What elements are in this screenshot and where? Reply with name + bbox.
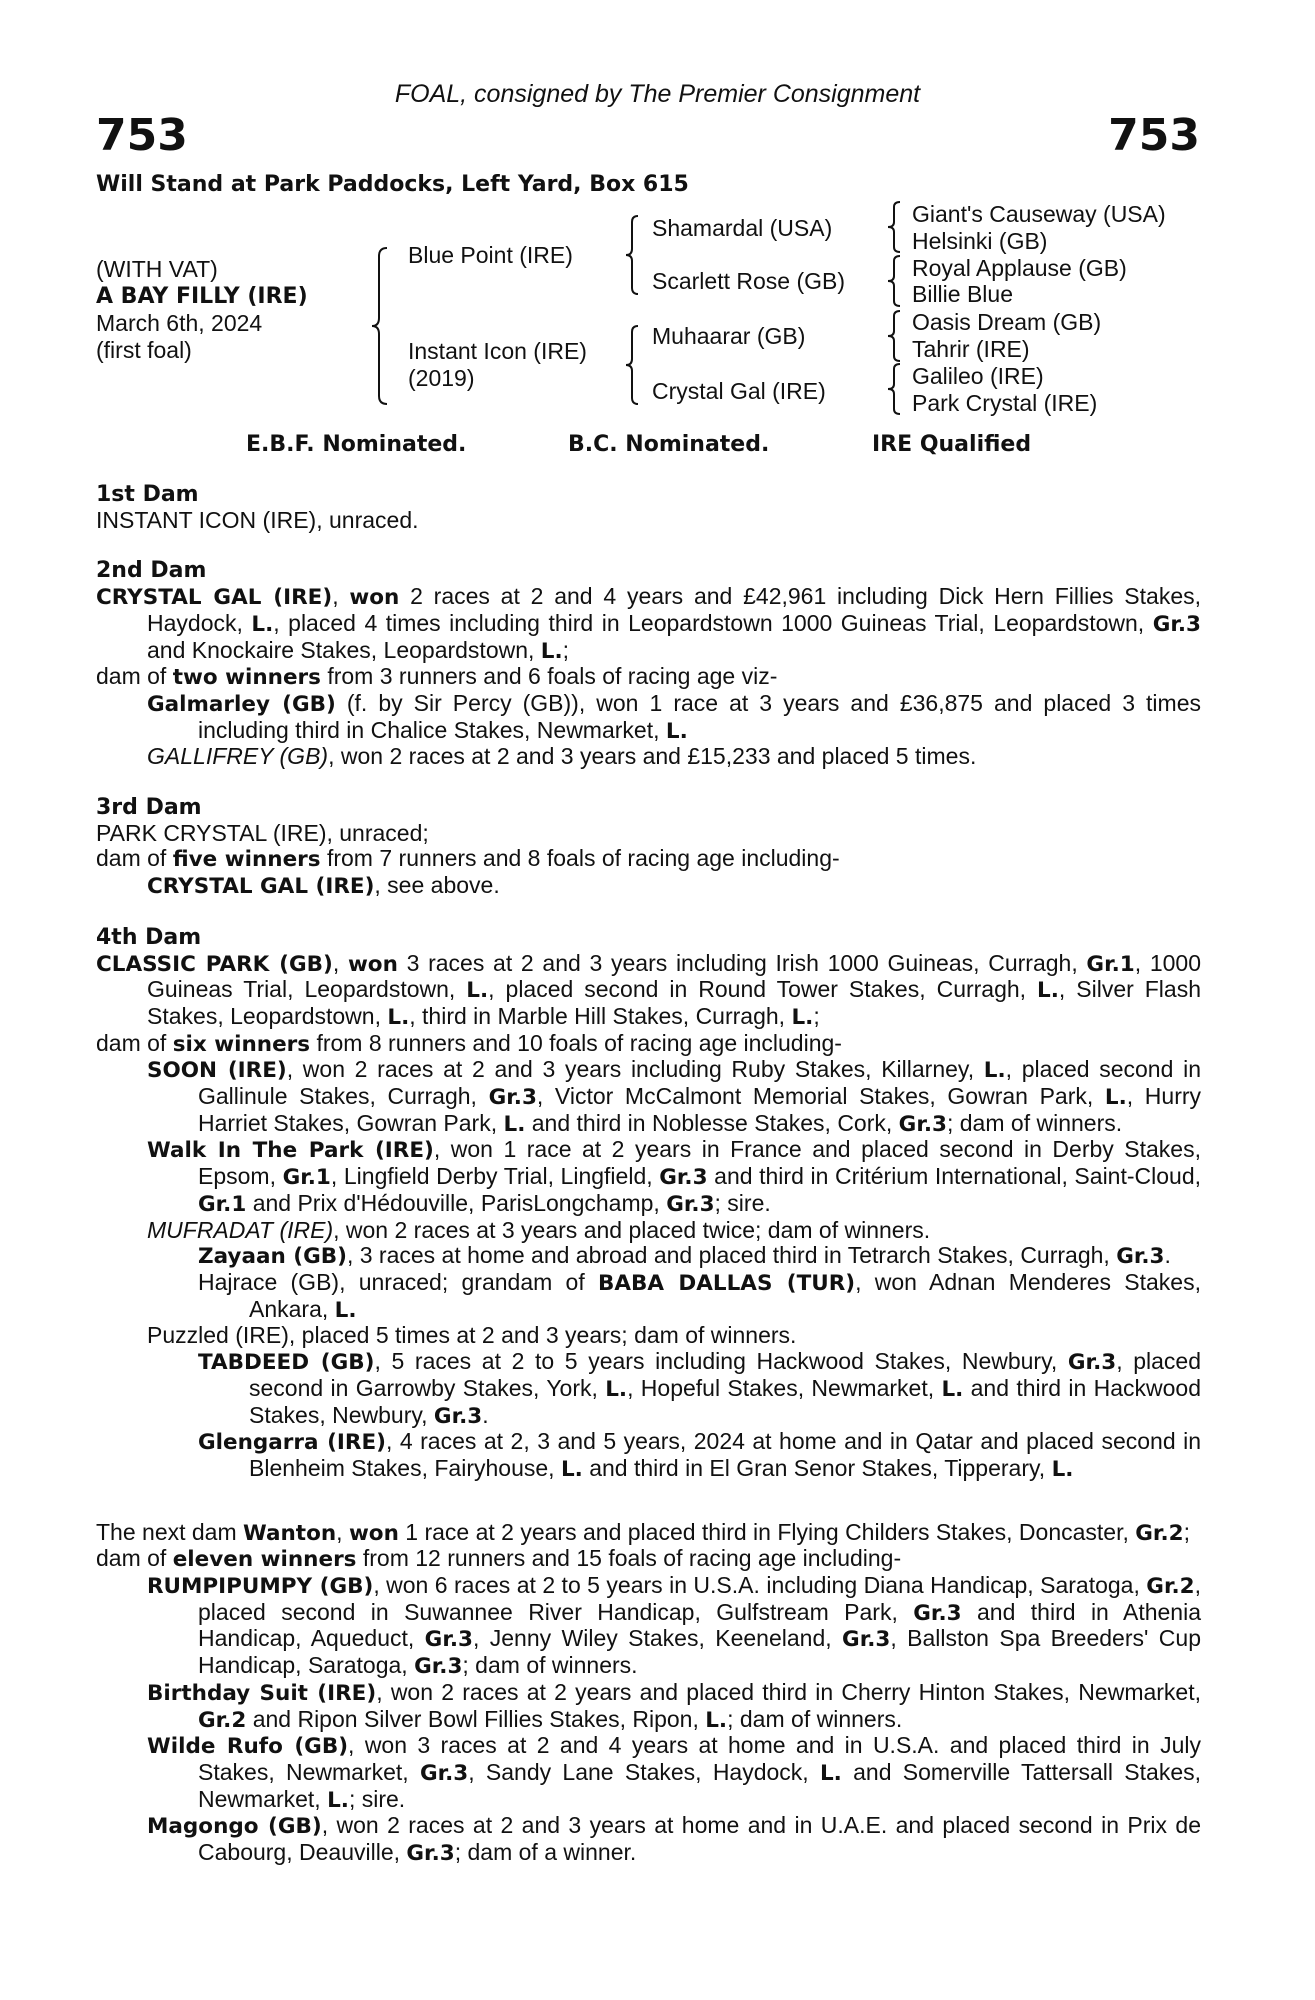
- first-dam-heading: 1st Dam: [96, 482, 199, 507]
- puzzled-record: Puzzled (IRE), placed 5 times at 2 and 3 years; dam of winners.: [147, 1322, 797, 1349]
- pedigree-g3-5: Oasis Dream (GB): [912, 309, 1102, 335]
- soon-record: SOON (IRE), won 2 races at 2 and 3 years including Ruby Stakes, Killarney, L., placed second in Gallinule Stakes, Curragh, Gr.3, Victor McCalmont Memorial Stakes, Gowran Park, L., Hurry Harriet Stakes, Gowran Park, L. and third in Noblesse Stakes, Cork, Gr.3; dam of winners.: [147, 1056, 1202, 1137]
- sire-dam: Scarlett Rose (GB): [652, 268, 845, 294]
- pedigree-g3-2: Helsinki (GB): [912, 228, 1048, 254]
- pedigree-brace-g3-d: [886, 362, 902, 416]
- dam-dam: Crystal Gal (IRE): [652, 378, 826, 404]
- lot-number-right: 753: [1108, 110, 1200, 161]
- dam-year: (2019): [408, 365, 475, 391]
- mufradat-record: MUFRADAT (IRE), won 2 races at 3 years and placed twice; dam of winners.: [147, 1216, 931, 1243]
- horse-name: A BAY FILLY (IRE): [96, 284, 308, 309]
- pedigree-g3-3: Royal Applause (GB): [912, 255, 1127, 281]
- galmarley-record: Galmarley (GB) (f. by Sir Percy (GB)), won 1 race at 3 years and £36,875 and placed 3 times including third in Chalice Stakes, Newmarket, L.: [147, 689, 1201, 744]
- first-dam-line: INSTANT ICON (IRE), unraced.: [96, 506, 419, 533]
- pedigree-brace-dam: [624, 324, 640, 406]
- sire: Blue Point (IRE): [408, 242, 573, 268]
- catalogue-body: [96, 482, 1201, 1867]
- classic-park-record: CLASSIC PARK (GB), won 3 races at 2 and 3 years including Irish 1000 Guineas, Curragh, Gr.1, 1000 Guineas Trial, Leopardstown, L., placed second in Round Tower Stakes, Curragh, L., Silver Flash Stakes, Leopardstown, L., third in Marble Hill Stakes, Curragh, L.;: [96, 949, 1201, 1030]
- park-crystal-record: PARK CRYSTAL (IRE), unraced;: [96, 819, 429, 846]
- third-dam-produce: dam of five winners from 7 runners and 8 foals of racing age including-: [96, 845, 840, 873]
- wilde-rufo-record: Wilde Rufo (GB), won 3 races at 2 and 4 years at home and in U.S.A. and placed third in July Stakes, Newmarket, Gr.3, Sandy Lane Stakes, Haydock, L. and Somerville Tattersall Stakes, Newmarket, L.; sire.: [147, 1732, 1202, 1813]
- hajrace-record: Hajrace (GB), unraced; grandam of BABA DALLAS (TUR), won Adnan Menderes Stakes, Ankara, L.: [198, 1268, 1201, 1323]
- zayaan-record: Zayaan (GB), 3 races at home and abroad and placed third in Tetrarch Stakes, Curragh, Gr.3.: [198, 1242, 1171, 1270]
- next-dam-produce: dam of eleven winners from 12 runners and 15 foals of racing age including-: [96, 1545, 902, 1573]
- birthday-suit-record: Birthday Suit (IRE), won 2 races at 2 years and placed third in Cherry Hinton Stakes, Newmarket, Gr.2 and Ripon Silver Bowl Fillies Stakes, Ripon, L.; dam of winners.: [147, 1678, 1201, 1733]
- pedigree-g3-4: Billie Blue: [912, 281, 1013, 307]
- pedigree-g3-6: Tahrir (IRE): [912, 336, 1030, 362]
- pedigree-brace-main: [370, 246, 390, 406]
- magongo-record: Magongo (GB), won 2 races at 2 and 3 years at home and in U.A.E. and placed second in Prix de Cabourg, Deauville, Gr.3; dam of a winner.: [147, 1812, 1201, 1867]
- ire-qualified: IRE Qualified: [872, 432, 1032, 457]
- vat-note: (WITH VAT): [96, 256, 218, 282]
- second-dam-produce: dam of two winners from 3 runners and 6 foals of racing age viz-: [96, 663, 778, 691]
- pedigree-brace-sire: [624, 214, 640, 296]
- fourth-dam-produce: dam of six winners from 8 runners and 10 foals of racing age including-: [96, 1029, 842, 1057]
- sire-sire: Shamardal (USA): [652, 215, 833, 241]
- crystal-gal-record: CRYSTAL GAL (IRE), won 2 races at 2 and 4 years and £42,961 including Dick Hern Fillies Stakes, Haydock, L., placed 4 times including third in Leopardstown 1000 Guineas Trial, Leopardstown, Gr.3 and Knockaire Stakes, Leopardstown, L.;: [96, 583, 1202, 664]
- consignment-line: FOAL, consigned by The Premier Consignment: [394, 80, 921, 108]
- rumpipumpy-record: RUMPIPUMPY (GB), won 6 races at 2 to 5 years in U.S.A. including Diana Handicap, Saratoga, Gr.2, placed second in Suwannee River Handicap, Gulfstream Park, Gr.3 and third in Athenia Handicap, Aqueduct, Gr.3, Jenny Wiley Stakes, Keeneland, Gr.3, Ballston Spa Breeders' Cup Handicap, Saratoga, Gr.3; dam of winners.: [147, 1572, 1201, 1680]
- dam-sire: Muhaarar (GB): [652, 323, 806, 349]
- wanton-record: The next dam Wanton, won 1 race at 2 years and placed third in Flying Childers Stakes, Doncaster, Gr.2;: [96, 1518, 1190, 1546]
- stand-location: Will Stand at Park Paddocks, Left Yard, Box 615: [96, 172, 689, 197]
- dam: Instant Icon (IRE): [408, 338, 587, 364]
- foaling-date: March 6th, 2024: [96, 310, 263, 336]
- pedigree-g3-8: Park Crystal (IRE): [912, 390, 1098, 416]
- bc-nomination: B.C. Nominated.: [568, 432, 770, 457]
- walk-in-the-park-record: Walk In The Park (IRE), won 1 race at 2 years in France and placed second in Derby Stakes, Epsom, Gr.1, Lingfield Derby Trial, Lingfield, Gr.3 and third in Critérium International, Saint-Cloud, Gr.1 and Prix d'Hédouville, ParisLongchamp, Gr.3; sire.: [147, 1136, 1201, 1217]
- pedigree-g3-1: Giant's Causeway (USA): [912, 201, 1166, 227]
- gallifrey-record: GALLIFREY (GB), won 2 races at 2 and 3 years and £15,233 and placed 5 times.: [147, 743, 977, 770]
- crystal-gal-ref: CRYSTAL GAL (IRE), see above.: [147, 872, 500, 900]
- first-foal-note: (first foal): [96, 337, 192, 363]
- third-dam-heading: 3rd Dam: [96, 795, 202, 821]
- tabdeed-record: TABDEED (GB), 5 races at 2 to 5 years including Hackwood Stakes, Newbury, Gr.3, placed second in Garrowby Stakes, York, L., Hopeful Stakes, Newmarket, L. and third in Hackwood Stakes, Newbury, Gr.3.: [198, 1348, 1202, 1429]
- fourth-dam-heading: 4th Dam: [96, 924, 202, 950]
- second-dam-heading: 2nd Dam: [96, 558, 207, 584]
- glengarra-record: Glengarra (IRE), 4 races at 2, 3 and 5 years, 2024 at home and in Qatar and placed second in Blenheim Stakes, Fairyhouse, L. and third in El Gran Senor Stakes, Tipperary, L.: [198, 1428, 1201, 1482]
- pedigree-brace-g3-b: [886, 254, 902, 308]
- lot-number-left: 753: [96, 110, 188, 161]
- ebf-nomination: E.B.F. Nominated.: [246, 432, 467, 457]
- pedigree-g3-7: Galileo (IRE): [912, 363, 1044, 389]
- pedigree-brace-g3-a: [886, 200, 902, 254]
- pedigree-brace-g3-c: [886, 309, 902, 363]
